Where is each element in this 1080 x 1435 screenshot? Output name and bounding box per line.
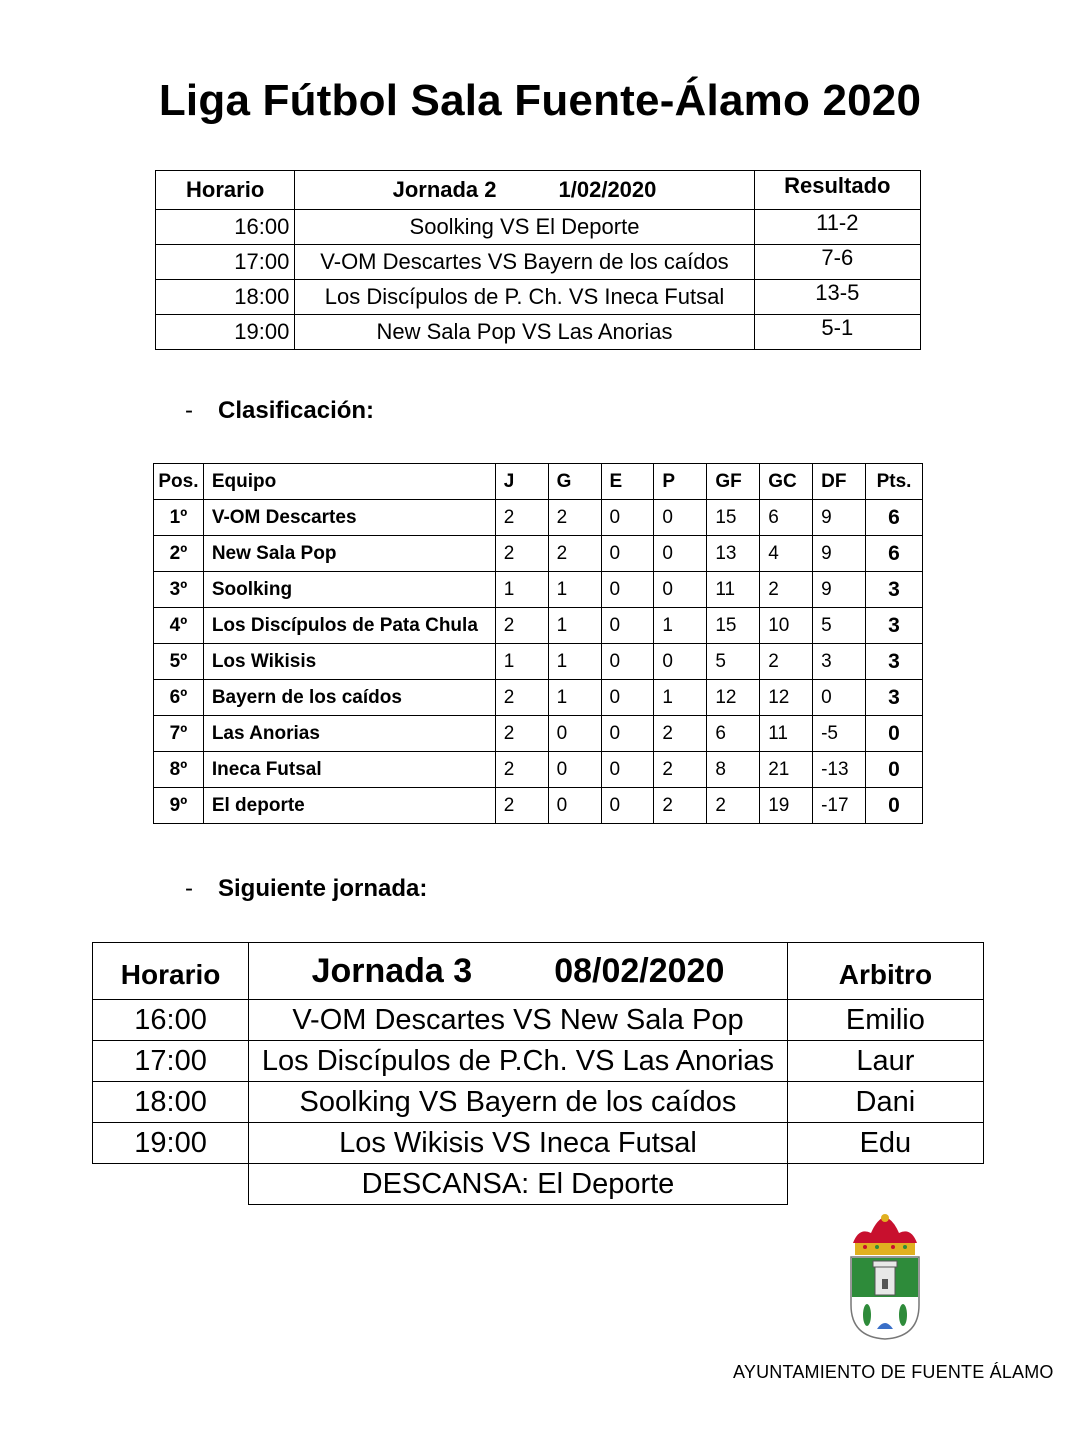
fixture-teams: V-OM Descartes VS New Sala Pop — [249, 1000, 788, 1041]
stat-cell: 1 — [654, 680, 707, 716]
standings-col-header: E — [601, 464, 654, 500]
stat-cell: 9 — [813, 572, 866, 608]
stat-cell: 0 — [601, 608, 654, 644]
stat-cell: 1 — [654, 608, 707, 644]
next-header-time: Horario — [93, 943, 249, 1000]
fixture-time: 18:00 — [93, 1082, 249, 1123]
points-cell: 3 — [865, 608, 922, 644]
fixture-teams: Soolking VS Bayern de los caídos — [249, 1082, 788, 1123]
team-cell: Soolking — [203, 572, 495, 608]
stat-cell: 6 — [760, 500, 813, 536]
match-time: 18:00 — [156, 280, 295, 315]
stat-cell: 9 — [813, 536, 866, 572]
match-result: 7-6 — [754, 245, 920, 280]
stat-cell: 1 — [548, 572, 601, 608]
fixture-referee: Laur — [787, 1041, 983, 1082]
match-result: 11-2 — [754, 210, 920, 245]
stat-cell: 2 — [548, 536, 601, 572]
stat-cell: 0 — [654, 644, 707, 680]
stat-cell: 2 — [495, 752, 548, 788]
fixture-referee: Emilio — [787, 1000, 983, 1041]
stat-cell: 15 — [707, 608, 760, 644]
standings-header-row — [154, 464, 923, 500]
stat-cell: 10 — [760, 608, 813, 644]
stat-cell: 0 — [601, 752, 654, 788]
next-round-label: Jornada 3 — [311, 951, 473, 990]
results-row — [156, 280, 921, 315]
stat-cell: -13 — [813, 752, 866, 788]
stat-cell: 2 — [707, 788, 760, 824]
results-header-round — [295, 171, 754, 210]
fixture-time: 19:00 — [93, 1123, 249, 1164]
stat-cell: 2 — [495, 716, 548, 752]
position-cell: 5º — [154, 644, 204, 680]
fixture-referee: Edu — [787, 1123, 983, 1164]
next-header-round — [249, 943, 788, 1000]
standings-col-header: GC — [760, 464, 813, 500]
stat-cell: 11 — [707, 572, 760, 608]
stat-cell: 5 — [707, 644, 760, 680]
coat-of-arms-icon — [845, 1213, 925, 1341]
stat-cell: 1 — [548, 644, 601, 680]
standings-row — [154, 716, 923, 752]
results-header-row — [156, 171, 921, 210]
position-cell: 2º — [154, 536, 204, 572]
match-time: 16:00 — [156, 210, 295, 245]
stat-cell: 1 — [495, 644, 548, 680]
standings-col-header: GF — [707, 464, 760, 500]
standings-row — [154, 500, 923, 536]
fixture-referee: Dani — [787, 1082, 983, 1123]
stat-cell: 0 — [548, 788, 601, 824]
stat-cell: 19 — [760, 788, 813, 824]
points-cell: 6 — [865, 536, 922, 572]
stat-cell: 2 — [495, 788, 548, 824]
points-cell: 3 — [865, 644, 922, 680]
stat-cell: 0 — [601, 788, 654, 824]
next-row — [93, 1000, 984, 1041]
results-table — [155, 170, 921, 350]
stat-cell: 0 — [601, 536, 654, 572]
points-cell: 6 — [865, 500, 922, 536]
next-header-referee: Arbitro — [787, 943, 983, 1000]
next-round-date: 08/02/2020 — [554, 951, 725, 990]
next-round-heading-label: Siguiente jornada: — [218, 875, 428, 902]
results-round-date: 1/02/2020 — [558, 177, 657, 202]
standings-heading-label: Clasificación: — [218, 397, 375, 424]
stat-cell: 0 — [548, 716, 601, 752]
stat-cell: 4 — [760, 536, 813, 572]
position-cell: 8º — [154, 752, 204, 788]
standings-table — [153, 463, 923, 824]
team-cell: Bayern de los caídos — [203, 680, 495, 716]
page-title: Liga Fútbol Sala Fuente-Álamo 2020 — [158, 76, 922, 125]
stat-cell: 5 — [813, 608, 866, 644]
stat-cell: 2 — [760, 572, 813, 608]
next-header-row — [93, 943, 984, 1000]
stat-cell: 0 — [601, 500, 654, 536]
standings-row — [154, 788, 923, 824]
position-cell: 9º — [154, 788, 204, 824]
team-cell: Ineca Futsal — [203, 752, 495, 788]
match-time: 17:00 — [156, 245, 295, 280]
stat-cell: 2 — [495, 500, 548, 536]
stat-cell: 9 — [813, 500, 866, 536]
points-cell: 3 — [865, 572, 922, 608]
standings-row — [154, 680, 923, 716]
footer-text: AYUNTAMIENTO DE FUENTE ÁLAMO — [733, 1362, 1054, 1382]
stat-cell: 0 — [601, 644, 654, 680]
team-cell: El deporte — [203, 788, 495, 824]
points-cell: 3 — [865, 680, 922, 716]
points-cell: 0 — [865, 788, 922, 824]
standings-row — [154, 752, 923, 788]
stat-cell: 2 — [654, 752, 707, 788]
stat-cell: 2 — [760, 644, 813, 680]
stat-cell: 0 — [654, 500, 707, 536]
results-row — [156, 245, 921, 280]
stat-cell: 12 — [760, 680, 813, 716]
stat-cell: 0 — [654, 572, 707, 608]
standings-col-header: Pos. — [154, 464, 204, 500]
blank-cell — [787, 1164, 983, 1205]
match-result: 5-1 — [754, 315, 920, 350]
crown-band — [855, 1243, 915, 1255]
stat-cell: 1 — [548, 608, 601, 644]
standings-row — [154, 608, 923, 644]
stat-cell: 8 — [707, 752, 760, 788]
results-round-label: Jornada 2 — [392, 177, 497, 202]
standings-row — [154, 536, 923, 572]
stat-cell: 2 — [495, 536, 548, 572]
team-cell: V-OM Descartes — [203, 500, 495, 536]
results-row — [156, 315, 921, 350]
points-cell: 0 — [865, 752, 922, 788]
results-header-result: Resultado — [754, 171, 920, 210]
stat-cell: 2 — [495, 680, 548, 716]
stat-cell: 3 — [813, 644, 866, 680]
stat-cell: 12 — [707, 680, 760, 716]
match-teams: Soolking VS El Deporte — [295, 210, 754, 245]
position-cell: 1º — [154, 500, 204, 536]
position-cell: 6º — [154, 680, 204, 716]
stat-cell: 2 — [654, 788, 707, 824]
standings-col-header: DF — [813, 464, 866, 500]
next-row — [93, 1041, 984, 1082]
match-result: 13-5 — [754, 280, 920, 315]
stat-cell: 1 — [548, 680, 601, 716]
standings-col-header: P — [654, 464, 707, 500]
blank-cell — [93, 1164, 249, 1205]
rest-row — [93, 1164, 984, 1205]
team-cell: Los Wikisis — [203, 644, 495, 680]
stat-cell: -5 — [813, 716, 866, 752]
points-cell: 0 — [865, 716, 922, 752]
results-row — [156, 210, 921, 245]
stat-cell: 13 — [707, 536, 760, 572]
results-header-time: Horario — [156, 171, 295, 210]
tree — [899, 1304, 907, 1326]
next-round-table — [92, 942, 984, 1205]
position-cell: 4º — [154, 608, 204, 644]
standings-heading — [185, 397, 374, 425]
team-cell: Las Anorias — [203, 716, 495, 752]
next-row — [93, 1082, 984, 1123]
crown-cross — [881, 1214, 889, 1222]
team-cell: New Sala Pop — [203, 536, 495, 572]
team-cell: Los Discípulos de Pata Chula — [203, 608, 495, 644]
stat-cell: -17 — [813, 788, 866, 824]
fixture-time: 17:00 — [93, 1041, 249, 1082]
stat-cell: 11 — [760, 716, 813, 752]
stat-cell: 6 — [707, 716, 760, 752]
standings-col-header: Equipo — [203, 464, 495, 500]
stat-cell: 0 — [654, 536, 707, 572]
match-time: 19:00 — [156, 315, 295, 350]
stat-cell: 0 — [601, 572, 654, 608]
stat-cell: 0 — [601, 680, 654, 716]
match-teams: V-OM Descartes VS Bayern de los caídos — [295, 245, 754, 280]
standings-col-header: J — [495, 464, 548, 500]
stat-cell: 2 — [548, 500, 601, 536]
stat-cell: 21 — [760, 752, 813, 788]
standings-row — [154, 572, 923, 608]
match-teams: Los Discípulos de P. Ch. VS Ineca Futsal — [295, 280, 754, 315]
stat-cell: 0 — [813, 680, 866, 716]
match-teams: New Sala Pop VS Las Anorias — [295, 315, 754, 350]
standings-col-header: Pts. — [865, 464, 922, 500]
standings-col-header: G — [548, 464, 601, 500]
bullet-dash: - — [185, 397, 193, 424]
bullet-dash: - — [185, 875, 193, 902]
fixture-time: 16:00 — [93, 1000, 249, 1041]
standings-row — [154, 644, 923, 680]
next-row — [93, 1123, 984, 1164]
position-cell: 3º — [154, 572, 204, 608]
fixture-teams: Los Wikisis VS Ineca Futsal — [249, 1123, 788, 1164]
stat-cell: 0 — [601, 716, 654, 752]
next-round-heading — [185, 875, 427, 903]
rest-team: DESCANSA: El Deporte — [249, 1164, 788, 1205]
stat-cell: 15 — [707, 500, 760, 536]
stat-cell: 1 — [495, 572, 548, 608]
tree — [863, 1304, 871, 1326]
stat-cell: 2 — [495, 608, 548, 644]
fixture-teams: Los Discípulos de P.Ch. VS Las Anorias — [249, 1041, 788, 1082]
stat-cell: 2 — [654, 716, 707, 752]
position-cell: 7º — [154, 716, 204, 752]
stat-cell: 0 — [548, 752, 601, 788]
